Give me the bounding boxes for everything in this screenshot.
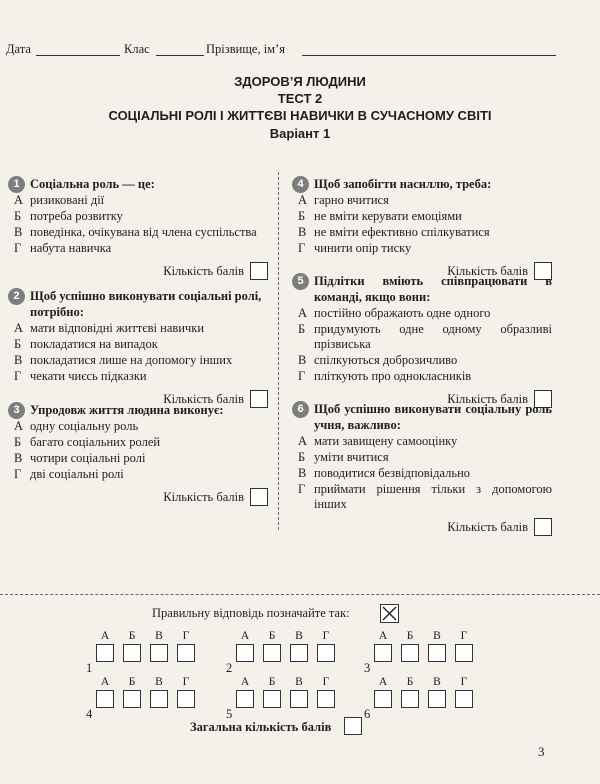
option-c: В поведінка, очікувана від члена суспільства	[14, 225, 257, 239]
answer-letter-label: Б	[268, 630, 276, 642]
option-a: А ризиковані дії	[14, 193, 105, 207]
question-3	[6, 402, 268, 507]
variant-title: Варіант 1	[269, 126, 331, 141]
answer-box[interactable]	[177, 644, 195, 662]
option-c: В не вміти ефективно спілкуватися	[298, 225, 490, 239]
answer-box[interactable]	[428, 690, 446, 708]
answer-letter-label: А	[240, 630, 250, 642]
answer-letter-label: В	[295, 630, 303, 642]
answer-box[interactable]	[263, 690, 281, 708]
question-text: Щоб запобігти насиллю, треба:	[314, 177, 492, 191]
page-number: 3	[538, 744, 545, 759]
option-b: Б багато соціальних ролей	[14, 435, 161, 449]
answer-box[interactable]	[401, 690, 419, 708]
option-a: А постійно ображають одне одного	[298, 306, 491, 320]
option-a: А гарно вчитися	[298, 193, 389, 207]
answer-row-number: 1	[86, 661, 93, 675]
score-label: Кількість балів	[163, 490, 244, 504]
answer-letter-label: Г	[182, 630, 190, 642]
question-1	[6, 176, 268, 281]
score-label: Кількість балів	[447, 520, 528, 534]
question-text: Щоб успішно виконувати соціальну роль учня, важливо:	[314, 402, 552, 432]
score-row	[290, 517, 552, 537]
option-c: В чотири соціальні ролі	[14, 451, 146, 465]
score-label: Кількість балів	[447, 264, 528, 278]
answer-letter-label: В	[433, 676, 441, 688]
answer-row-number: 3	[364, 661, 371, 675]
answer-letter-label: А	[100, 630, 110, 642]
question-number-badge: 5	[292, 273, 309, 290]
question-text: Упродовж життя людина виконує:	[30, 403, 224, 417]
answer-row-number: 5	[226, 707, 233, 721]
option-d: Г чекати чиєсь підказки	[14, 369, 147, 383]
topic-title: СОЦІАЛЬНІ РОЛІ І ЖИТТЄВІ НАВИЧКИ В СУЧАСНОМУ СВІТІ	[108, 108, 492, 123]
answer-letter-label: Б	[406, 630, 414, 642]
date-field[interactable]	[36, 55, 120, 56]
option-c: В покладатися лише на допомогу інших	[14, 353, 233, 367]
answer-box[interactable]	[455, 690, 473, 708]
answer-letter-label: В	[295, 676, 303, 688]
answer-letter-label: А	[100, 676, 110, 688]
option-d: Г приймати рішення тільки з допомогою інших	[298, 482, 552, 511]
answer-box[interactable]	[123, 644, 141, 662]
option-a: А мати завищену самооцінку	[298, 434, 458, 448]
answer-box[interactable]	[317, 690, 335, 708]
option-b: Б придумують одне одному образливі прізвиська	[298, 322, 552, 351]
answer-letter-label: А	[378, 630, 388, 642]
answer-row-number: 6	[364, 707, 371, 721]
score-box[interactable]	[534, 518, 552, 536]
test-title: ТЕСТ 2	[277, 91, 323, 106]
answer-letter-label: Г	[460, 630, 468, 642]
question-number-badge: 1	[8, 176, 25, 193]
answer-box[interactable]	[290, 690, 308, 708]
score-row	[6, 487, 268, 507]
question-text: Щоб успішно виконувати соціальні ролі, потрібно:	[30, 289, 262, 319]
question-number-badge: 6	[292, 401, 309, 418]
score-label: Кількість балів	[163, 392, 244, 406]
option-c: В спілкуються доброзичливо	[298, 353, 458, 367]
answer-box[interactable]	[150, 644, 168, 662]
question-number-badge: 3	[8, 402, 25, 419]
question-number-badge: 4	[292, 176, 309, 193]
answer-letter-label: Б	[268, 676, 276, 688]
answer-box[interactable]	[374, 690, 392, 708]
answer-letter-label: Б	[406, 676, 414, 688]
name-field[interactable]	[302, 55, 556, 56]
answer-letter-label: А	[240, 676, 250, 688]
question-text: Підлітки вміють співпрацювати в команді, якщо вони:	[314, 274, 552, 304]
answer-box[interactable]	[177, 690, 195, 708]
answer-box[interactable]	[455, 644, 473, 662]
option-d: Г чинити опір тиску	[298, 241, 412, 255]
answer-letter-label: Б	[128, 676, 136, 688]
score-box[interactable]	[250, 488, 268, 506]
score-box[interactable]	[250, 262, 268, 280]
question-6	[290, 401, 552, 537]
option-c: В поводитися безвідповідально	[298, 466, 471, 480]
answer-row-number: 2	[226, 661, 233, 675]
date-label: Дата	[6, 42, 31, 56]
answer-box[interactable]	[236, 644, 254, 662]
subject-title: ЗДОРОВ’Я ЛЮДИНИ	[234, 74, 366, 89]
score-label: Кількість балів	[163, 264, 244, 278]
answer-row-number: 4	[86, 707, 93, 721]
answer-box[interactable]	[96, 644, 114, 662]
answer-letter-label: Г	[460, 676, 468, 688]
answer-box[interactable]	[374, 644, 392, 662]
option-a: А мати відповідні життєві навички	[14, 321, 205, 335]
question-5	[290, 273, 552, 409]
answer-box[interactable]	[428, 644, 446, 662]
cross-mark-icon	[380, 604, 399, 623]
option-a: А одну соціальну роль	[14, 419, 139, 433]
answer-letter-label: В	[433, 630, 441, 642]
question-2	[6, 288, 268, 409]
answer-box[interactable]	[401, 644, 419, 662]
section-divider	[0, 594, 600, 595]
class-label: Клас	[124, 42, 150, 56]
answer-letter-label: Г	[322, 676, 330, 688]
column-divider	[278, 172, 279, 530]
answer-letter-label: В	[155, 630, 163, 642]
question-text: Соціальна роль — це:	[30, 177, 155, 191]
answer-box[interactable]	[150, 690, 168, 708]
answer-letter-label: В	[155, 676, 163, 688]
answer-letter-label: А	[378, 676, 388, 688]
answer-letter-label: Г	[322, 630, 330, 642]
option-b: Б не вміти керувати емоціями	[298, 209, 462, 223]
option-b: Б уміти вчитися	[298, 450, 389, 464]
score-label: Кількість балів	[447, 392, 528, 406]
option-b: Б потреба розвитку	[14, 209, 123, 223]
score-row	[6, 261, 268, 281]
answer-box[interactable]	[123, 690, 141, 708]
option-b: Б покладатися на випадок	[14, 337, 158, 351]
question-4	[290, 176, 552, 281]
answer-box[interactable]	[96, 690, 114, 708]
total-score-box[interactable]	[344, 717, 362, 735]
answer-instruction: Правильну відповідь позначайте так:	[152, 606, 350, 620]
total-score-label: Загальна кількість балів	[190, 720, 332, 734]
example-crossed-box	[380, 604, 399, 623]
answer-box[interactable]	[236, 690, 254, 708]
option-d: Г набута навичка	[14, 241, 112, 255]
answer-box[interactable]	[263, 644, 281, 662]
answer-letter-label: Г	[182, 676, 190, 688]
answer-box[interactable]	[290, 644, 308, 662]
class-field[interactable]	[156, 55, 204, 56]
answer-letter-label: Б	[128, 630, 136, 642]
answer-box[interactable]	[317, 644, 335, 662]
option-d: Г дві соціальні ролі	[14, 467, 124, 481]
option-d: Г пліткують про однокласників	[298, 369, 472, 383]
question-number-badge: 2	[8, 288, 25, 305]
name-label: Прізвище, ім’я	[206, 42, 285, 56]
